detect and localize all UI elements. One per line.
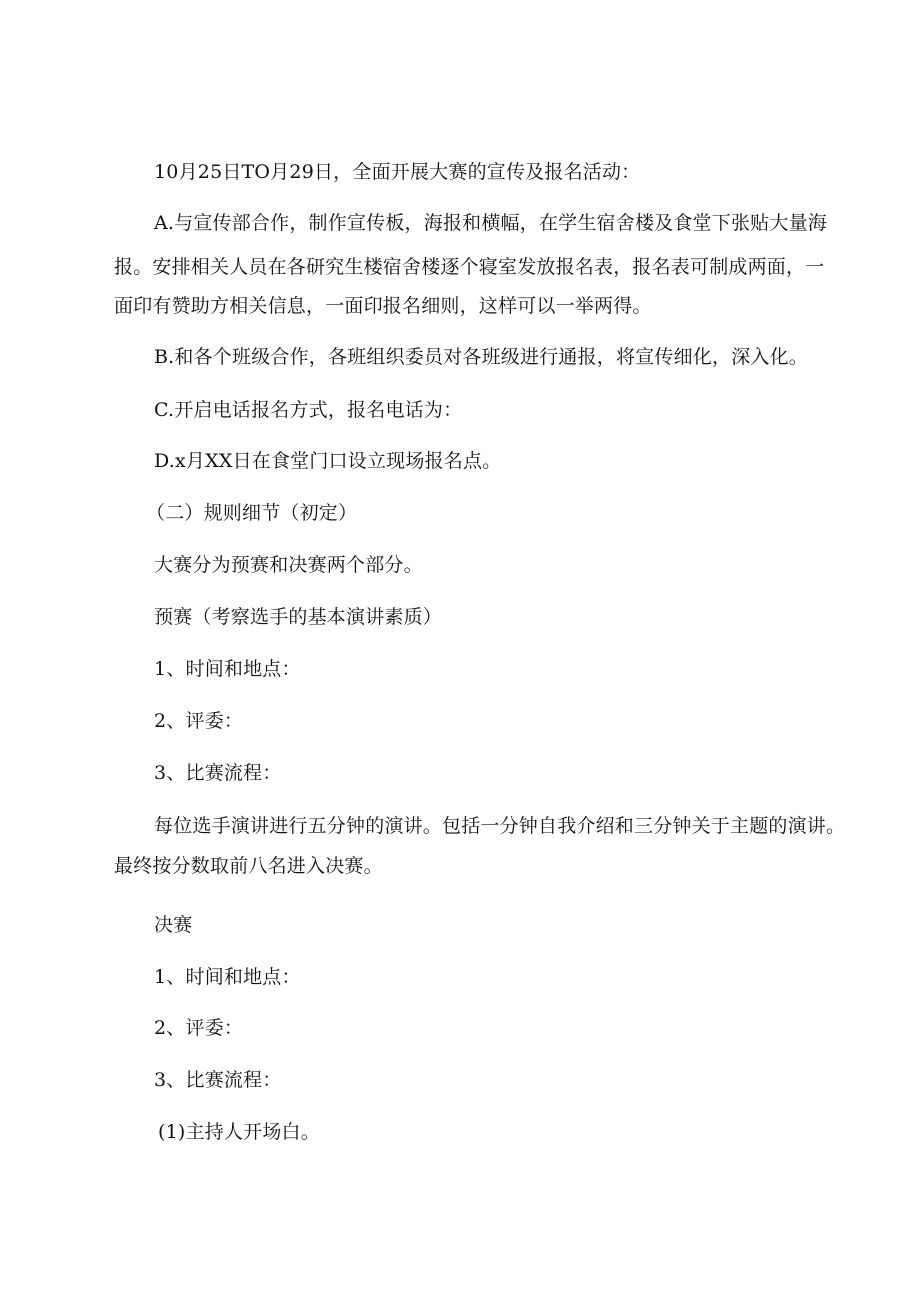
final-heading: 决赛 [154,914,193,936]
prelim-item-time-place: 1、时间和地点： [154,658,301,680]
paragraph-c: C.开启电话报名方式，报名电话为： [154,399,463,421]
section-heading-rules: （二）规则细节（初定） [146,502,358,524]
paragraph-schedule: 10月25日TO月29日，全面开展大赛的宣传及报名活动： [154,161,641,183]
final-item-process: 3、比赛流程： [154,1069,282,1091]
prelim-description-line-2: 最终按分数取前八名进入决赛。 [114,855,383,877]
paragraph-a-line-1: A.与宣传部合作，制作宣传板，海报和横幅，在学生宿舍楼及食堂下张贴大量海 [154,212,827,234]
paragraph-b: B.和各个班级合作，各班组织委员对各班级进行通报，将宣传细化，深入化。 [154,346,809,368]
paragraph-a-line-2: 报。安排相关人员在各研究生楼宿舍楼逐个寝室发放报名表，报名表可制成两面，一 [114,256,825,278]
prelim-item-judges: 2、评委： [154,710,244,732]
prelim-item-process: 3、比赛流程： [154,762,282,784]
final-item-time-place: 1、时间和地点： [154,966,301,988]
paragraph-a-line-3: 面印有赞助方相关信息，一面印报名细则，这样可以一举两得。 [114,295,652,317]
final-item-judges: 2、评委： [154,1017,244,1039]
final-step-1: (1)主持人开场白。 [158,1121,320,1143]
paragraph-d: D.x月XX日在食堂门口设立现场报名点。 [154,450,502,472]
paragraph-parts: 大赛分为预赛和决赛两个部分。 [154,554,423,576]
prelim-description-line-1: 每位选手演讲进行五分钟的演讲。包括一分钟自我介绍和三分钟关于主题的演讲。 [154,815,846,837]
prelim-heading: 预赛（考察选手的基本演讲素质） [154,606,443,628]
